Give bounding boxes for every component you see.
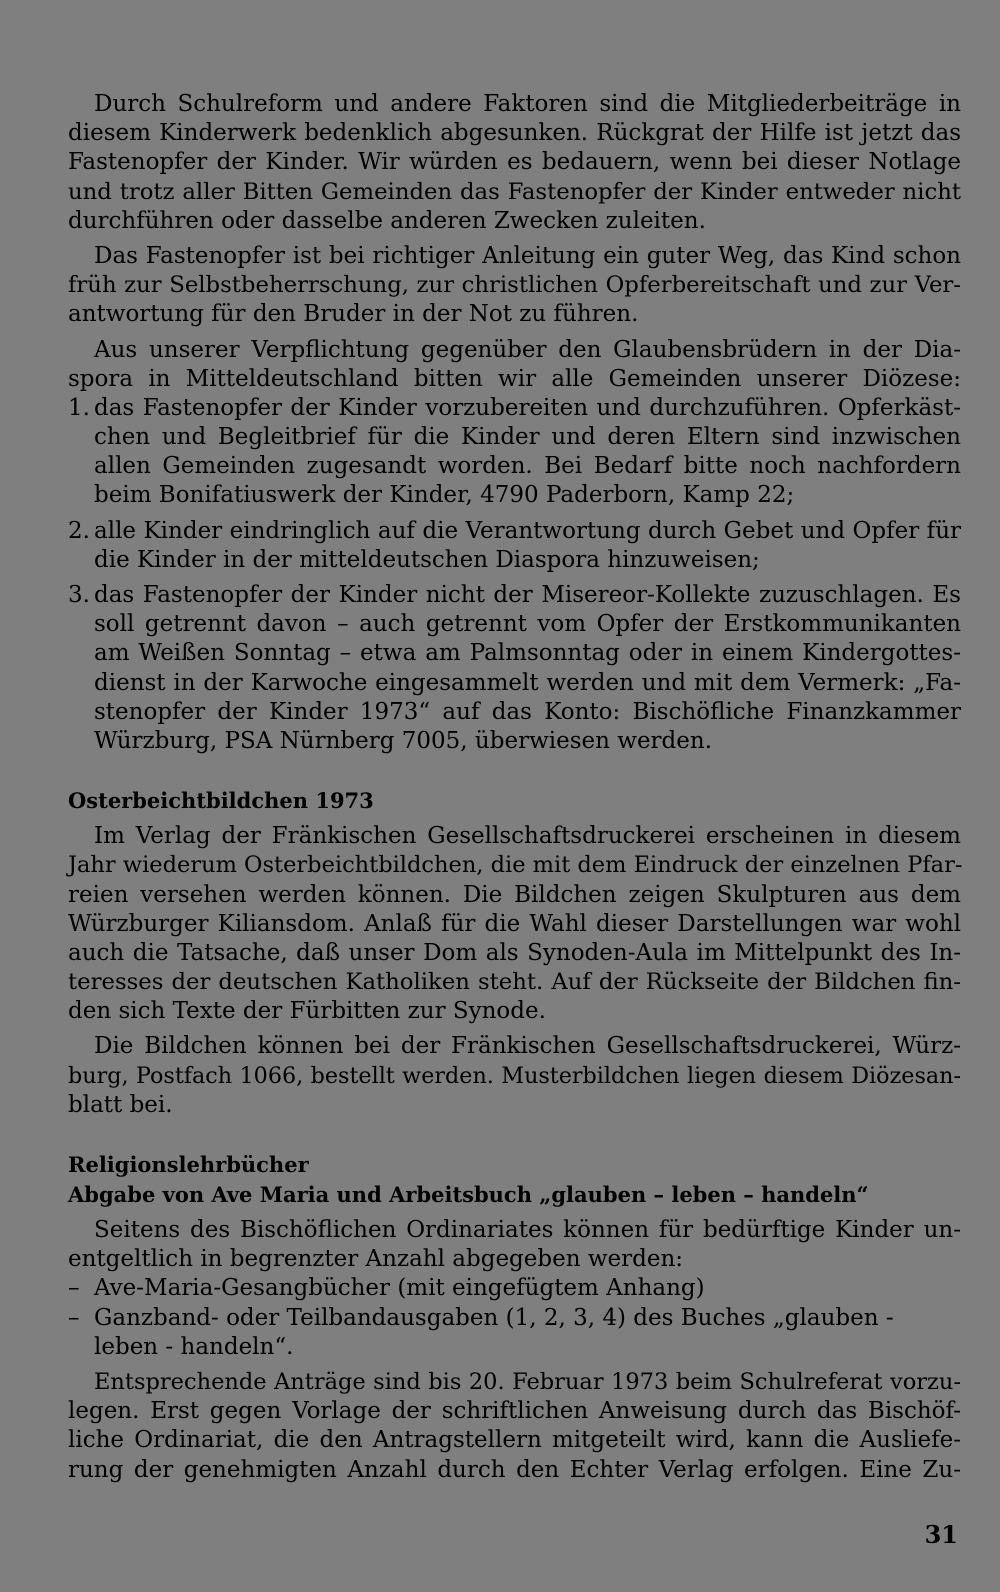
books-intro — [68, 1216, 961, 1274]
text-line: Würzburg, PSA Nürnberg 7005, überwiesen werden. — [94, 727, 713, 754]
text-line: teresses der deutschen Katholiken steht. Auf der Rückseite der Bildchen fin- — [68, 969, 961, 996]
books-closing — [68, 1368, 961, 1485]
text-line: das Fastenopfer der Kinder vorzubereiten und durchzuführen. Opferkäst- — [94, 394, 961, 421]
item-number: 2. — [68, 517, 90, 544]
text-line: blatt bei. — [68, 1091, 173, 1118]
text-line: auch die Tatsache, daß unser Dom als Synoden-Aula im Mittelpunkt des In- — [68, 939, 961, 966]
text-line: Fastenopfer der Kinder. Wir würden es bedauern, wenn bei dieser Notlage — [68, 149, 961, 176]
text-line: antwortung für den Bruder in der Not zu führen. — [68, 301, 639, 328]
text-line: Die Bildchen können bei der Fränkischen Gesellschaftsdruckerei, Würz- — [94, 1033, 961, 1060]
fasting-paragraph — [68, 242, 961, 330]
text-line: Entsprechende Anträge sind bis 20. Februar 1973 beim Schulreferat vorzu- — [94, 1368, 961, 1395]
section-subheading-books: Abgabe von Ave Maria und Arbeitsbuch „glauben – leben – handeln“ — [68, 1182, 869, 1207]
text-line: Jahr wiederum Osterbeichtbildchen, die mit dem Eindruck der einzelnen Pfar- — [68, 852, 963, 879]
page-number: 31 — [924, 1520, 958, 1549]
section-heading-books: Religionslehrbücher — [68, 1152, 309, 1177]
text-line: rung der genehmigten Anzahl durch den Echter Verlag erfolgen. Eine Zu- — [68, 1456, 961, 1483]
text-line: legen. Erst gegen Vorlage der schriftlichen Anweisung durch das Bischöf- — [68, 1398, 961, 1425]
request-item-1 — [68, 394, 961, 511]
dash-marker: – — [68, 1275, 80, 1302]
text-line: chen und Begleitbrief für die Kinder und deren Eltern sind inzwischen — [94, 424, 961, 451]
section-heading-easter: Osterbeichtbildchen 1973 — [68, 788, 374, 814]
text-line: den sich Texte der Fürbitten zur Synode. — [68, 998, 546, 1025]
text-column — [68, 90, 961, 1485]
bullet-item-1 — [68, 1274, 961, 1303]
text-line: soll getrennt davon – auch getrennt vom Opfer der Erstkommunikanten — [94, 611, 961, 638]
text-line: leben - handeln“. — [94, 1333, 294, 1360]
bullet-item-2 — [68, 1304, 961, 1362]
obligation-paragraph — [68, 336, 961, 394]
text-line: dienst in der Karwoche eingesammelt werden und mit dem Vermerk: „Fa- — [94, 669, 961, 696]
item-number: 1. — [68, 394, 90, 421]
text-line: das Fastenopfer der Kinder nicht der Misereor-Kollekte zuzuschlagen. Es — [94, 582, 961, 608]
text-line: allen Gemeinden zugesandt worden. Bei Bedarf bitte noch nachfordern — [94, 453, 961, 480]
intro-paragraph — [68, 90, 961, 236]
text-line: alle Kinder eindringlich auf die Verantwortung durch Gebet und Opfer für — [94, 517, 961, 544]
text-line: diesem Kinderwerk bedenklich abgesunken. Rückgrat der Hilfe ist jetzt das — [68, 120, 961, 147]
text-line: stenopfer der Kinder 1973“ auf das Konto: Bischöfliche Finanzkammer — [94, 698, 961, 725]
text-line: am Weißen Sonntag – etwa am Palmsonntag oder in einem Kindergottes- — [94, 640, 961, 667]
text-line: Durch Schulreform und andere Faktoren sind die Mitgliederbeiträge in — [94, 91, 961, 117]
text-line: Das Fastenopfer ist bei richtiger Anleitung ein guter Weg, das Kind schon — [94, 242, 961, 269]
text-line: Seitens des Bischöflichen Ordinariates können für bedürftige Kinder un- — [94, 1217, 961, 1243]
easter-paragraph-1 — [68, 822, 961, 1026]
text-line: Würzburger Kiliansdom. Anlaß für die Wahl dieser Darstellungen war wohl — [68, 910, 961, 937]
text-line: beim Bonifatiuswerk der Kinder, 4790 Paderborn, Kamp 22; — [94, 482, 795, 509]
text-line: spora in Mitteldeutschland bitten wir alle Gemeinden unserer Diözese: — [68, 365, 961, 392]
easter-paragraph-2 — [68, 1032, 961, 1120]
text-line: und trotz aller Bitten Gemeinden das Fastenopfer der Kinder entweder nicht — [68, 178, 961, 205]
text-line: Ave-Maria-Gesangbücher (mit eingefügtem Anhang) — [94, 1275, 705, 1302]
text-line: die Kinder in der mitteldeutschen Diaspora hinzuweisen; — [94, 546, 760, 573]
request-item-3 — [68, 581, 961, 756]
request-item-2 — [68, 517, 961, 575]
text-line: entgeltlich in begrenzter Anzahl abgegeben werden: — [68, 1246, 684, 1273]
text-line: Aus unserer Verpflichtung gegenüber den Glaubensbrüdern in der Dia- — [94, 336, 961, 363]
text-line: reien versehen werden können. Die Bildchen zeigen Skulpturen aus dem — [68, 881, 961, 908]
text-line: liche Ordinariat, die den Antragstellern mitgeteilt wird, kann die Ausliefe- — [68, 1427, 961, 1454]
text-line: Im Verlag der Fränkischen Gesellschaftsdruckerei erscheinen in diesem — [94, 823, 961, 850]
text-line: durchführen oder dasselbe anderen Zwecken zuleiten. — [68, 207, 706, 234]
item-number: 3. — [68, 582, 90, 608]
text-line: früh zur Selbstbeherrschung, zur christlichen Opferbereitschaft und zur Ver- — [68, 272, 961, 299]
text-line: Ganzband- oder Teilbandausgaben (1, 2, 3, 4) des Buches „glauben - — [94, 1304, 894, 1331]
dash-marker: – — [68, 1304, 80, 1331]
text-line: burg, Postfach 1066, bestellt werden. Musterbildchen liegen diesem Diözesan- — [68, 1062, 961, 1089]
